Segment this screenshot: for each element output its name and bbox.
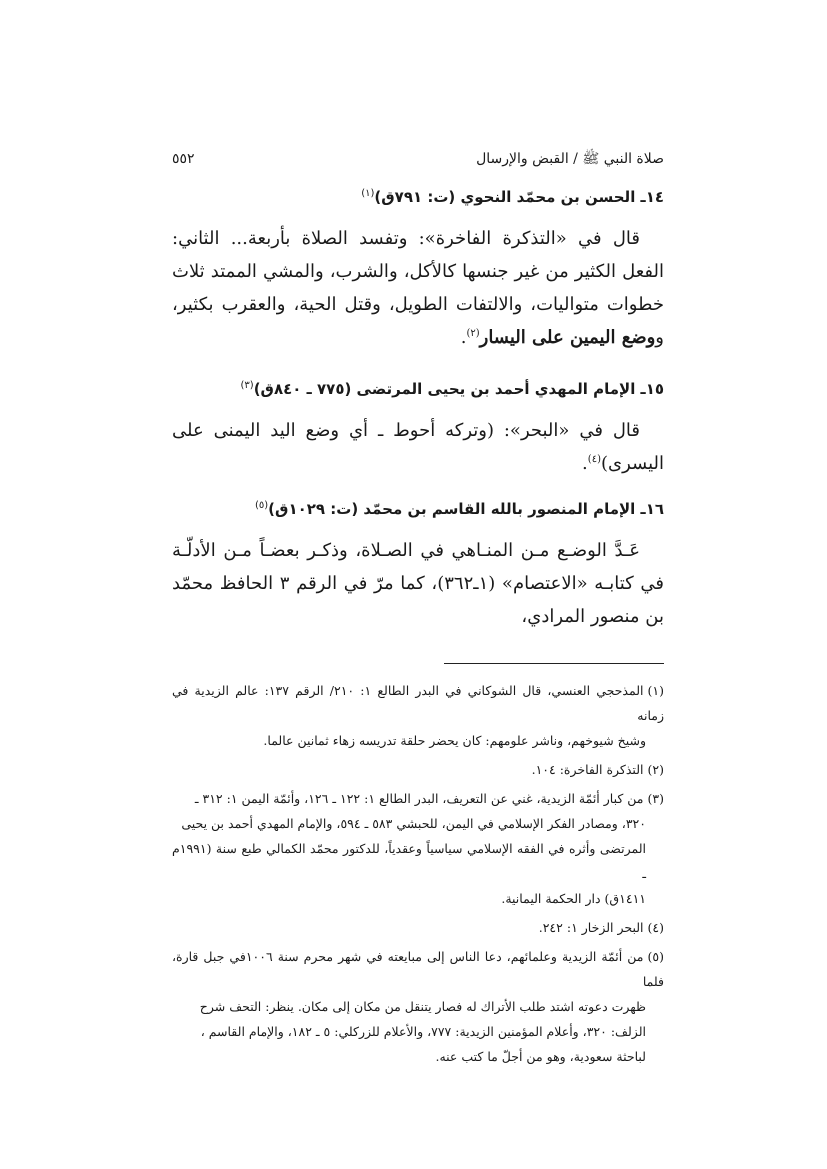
footnote-ref: (١) (361, 188, 375, 199)
body-text-bold: وضع اليمين على اليسار (479, 327, 656, 348)
footnote-line: من أئمّة الزيدية وعلمائهم، دعا الناس إلى مبايعته في شهر محرم سنة ١٠٠٦في جبل قارة، فلما (172, 949, 664, 989)
footnote-4 (172, 915, 664, 940)
footnote-ref: (٥) (254, 500, 269, 511)
running-title: صلاة النبي ﷺ / القبض والإرسال (476, 151, 664, 167)
footnote-line: وشيخ شيوخهم، وناشر علومهم: كان يحضر حلقة تدريسه زهاء ثمانين عالما. (263, 733, 646, 748)
section-heading-text: ١٤ـ الحسن بن محمّد النحوي (ت: ٧٩١ق) (374, 188, 664, 206)
footnote-3 (172, 786, 664, 911)
footnote-line: ١٤١١ق) دار الحكمة اليمانية. (501, 891, 646, 906)
footnote-number: (٤) (647, 920, 664, 935)
body-text-lead: قال في «التذكرة الفاخرة»: وتفسد الصلاة بأربعة... الثاني: الفعل الكثير من غير جنسها كالأكل، والشرب، والمشي الممتد ثلاث خطوات متواليات، والالتفات الطويل، وقتل الحية، والعقرب بكثير، و (172, 228, 664, 348)
section-body-14 (172, 222, 664, 354)
footnote-line: ظهرت دعوته اشتد طلب الأتراك له فصار يتنقل من مكان إلى مكان. ينظر: التحف شرح (199, 999, 646, 1014)
footnote-ref: (٢) (466, 328, 480, 339)
footnote-line: المذحجي العنسي، قال الشوكاني في البدر الطالع ١: ٢١٠/ الرقم ١٣٧: عالم الزيدية في زمانه (172, 683, 664, 723)
footnote-1 (172, 678, 664, 753)
footnote-line: ٣٢٠، ومصادر الفكر الإسلامي في اليمن، للحبشي ٥٨٣ ـ ٥٩٤، والإمام المهدي أحمد بن يحيى (181, 816, 646, 831)
footnote-5 (172, 944, 664, 1069)
footnote-2 (172, 757, 664, 782)
footnote-line: التذكرة الفاخرة: ١٠٤. (531, 762, 644, 777)
section-heading-text: ١٥ـ الإمام المهدي أحمد بن يحيى المرتضى (٧٧٥ ـ ٨٤٠ق) (253, 380, 664, 398)
footnote-line: من كبار أئمّة الزيدية، غني عن التعريف، البدر الطالع ١: ١٢٢ ـ ١٢٦، وأئمّة اليمن ١: ٣١٢ ـ (194, 791, 644, 806)
body-text-tail: . (582, 453, 588, 474)
body-text-lead: قال في «البحر»: (وتركه أحوط ـ أي وضع اليد اليمنى على اليسرى) (172, 420, 664, 474)
footnote-number: (٣) (647, 791, 664, 806)
document-page (172, 150, 664, 1073)
page-number: ٥٥٢ (172, 151, 195, 167)
section-heading-16 (172, 498, 664, 520)
section-body-15 (172, 414, 664, 480)
footnote-number: (٢) (647, 762, 664, 777)
section-heading-text: ١٦ـ الإمام المنصور بالله القاسم بن محمّد (ت: ١٠٢٩ق) (268, 500, 664, 518)
body-text-lead: عَـدَّ الوضـع مـن المنـاهي في الصـلاة، وذكـر بعضـاً مـن الأدلّـة في كتابـه «الاعتصام» (١ـ٣٦٢)، كما مرّ في الرقم ٣ الحافظ محمّد بن منصور المرادي، (172, 540, 665, 627)
footnote-ref: (٣) (240, 380, 254, 391)
footnote-divider (444, 663, 664, 664)
footnote-line: الزلف: ٣٢٠، وأعلام المؤمنين الزيدية: ٧٧٧، والأعلام للزركلي: ٥ ـ ١٨٢، والإمام القاسم ، (200, 1024, 646, 1039)
section-body-16 (172, 534, 664, 633)
footnotes (172, 678, 664, 1069)
footnote-number: (١) (647, 683, 664, 698)
body-text-tail: . (460, 327, 467, 348)
section-heading-15 (172, 378, 664, 400)
section-heading-14 (172, 186, 664, 208)
footnote-line: المرتضى وأثره في الفقه الإسلامي سياسياً وعقدياً، للدكتور محمّد الكمالي طبع سنة (١٩٩١م ـ (172, 841, 646, 881)
footnote-ref: (٤) (587, 454, 601, 465)
footnote-line: لباحثة سعودية، وهو من أجلّ ما كتب عنه. (435, 1049, 646, 1064)
running-header (172, 150, 664, 176)
footnote-number: (٥) (647, 949, 664, 964)
footnote-line: البحر الزخار ١: ٢٤٢. (538, 920, 644, 935)
